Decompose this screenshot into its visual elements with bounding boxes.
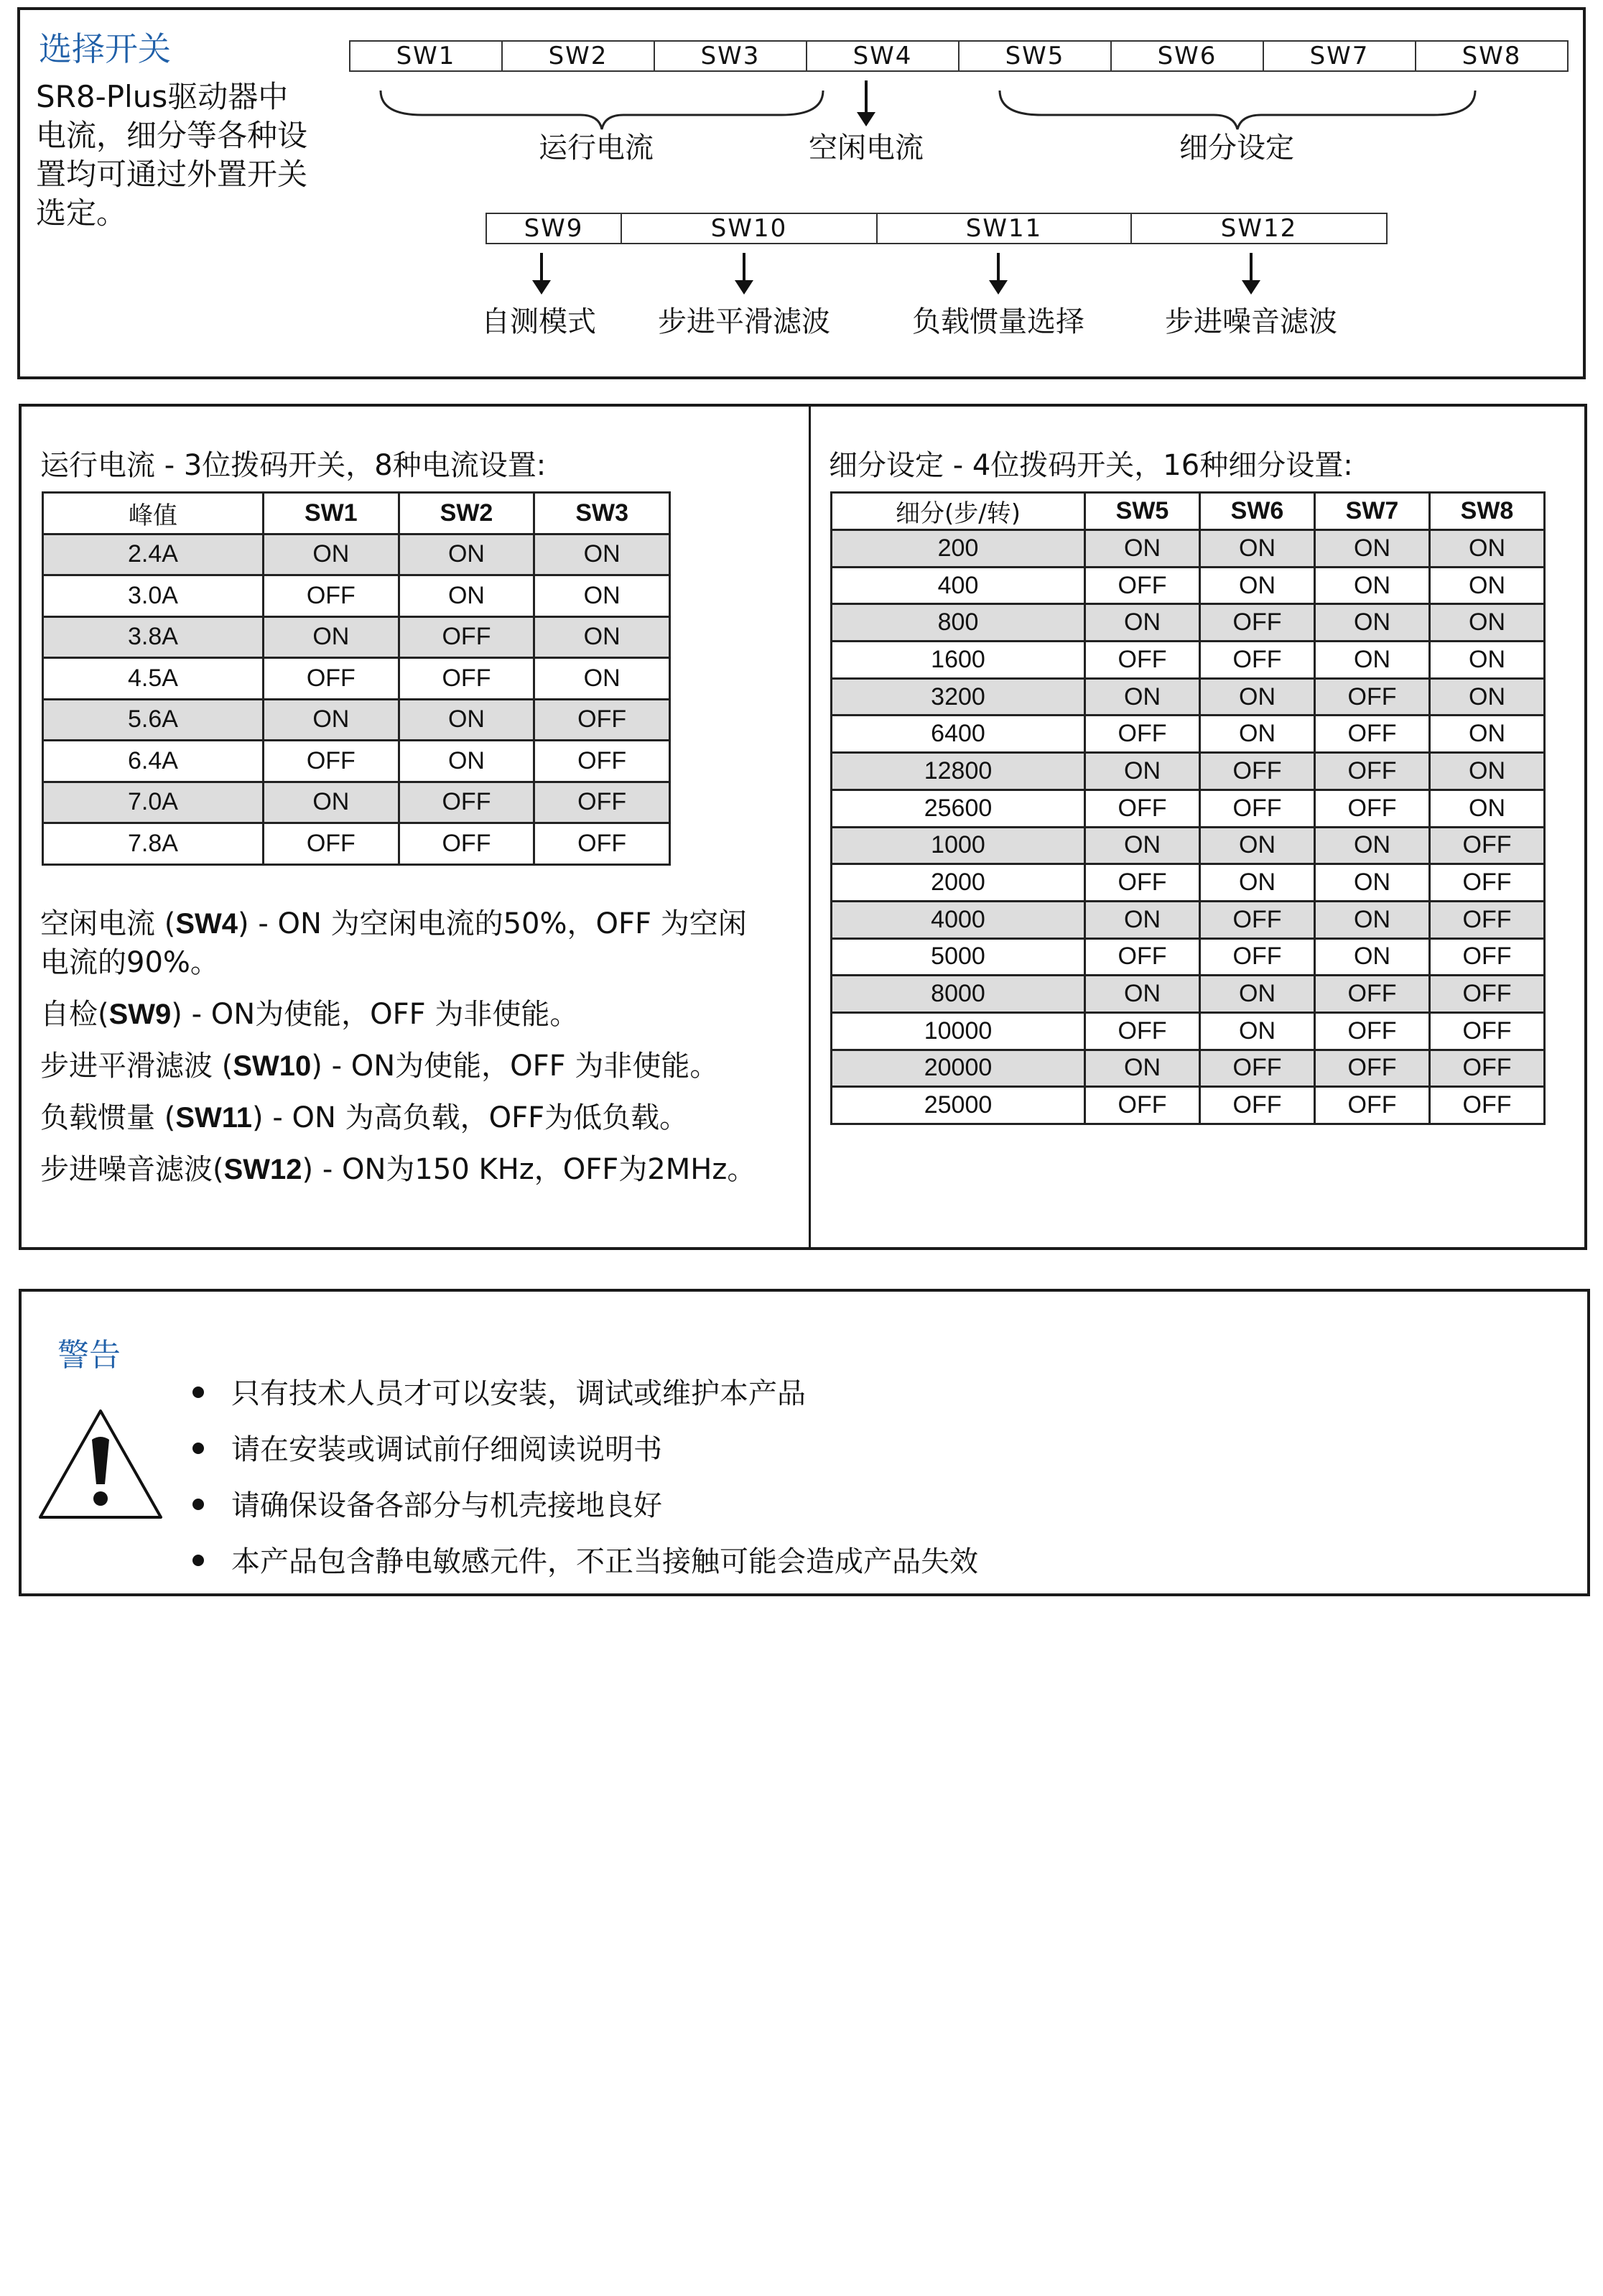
intro-text: SR8-Plus驱动器中电流，细分等各种设置均可通过外置开关选定。 <box>36 79 308 231</box>
table-row <box>832 1012 1545 1050</box>
switch-row-2 <box>485 213 1388 244</box>
cell: ON <box>534 616 670 658</box>
cell: ON <box>264 782 399 823</box>
cell: OFF <box>399 823 534 865</box>
cell: OFF <box>1200 642 1315 679</box>
cell: OFF <box>1315 1012 1430 1050</box>
cell: ON <box>264 534 399 575</box>
cell: OFF <box>534 699 670 741</box>
note-text: ) - ON 为高负载，OFF为低负载。 <box>252 1101 689 1134</box>
cell: ON <box>1430 604 1545 642</box>
header-sw1: SW1 <box>264 493 399 534</box>
table-row <box>832 1087 1545 1124</box>
cell: ON <box>1315 604 1430 642</box>
switch-cell-sw9: SW9 <box>487 214 622 243</box>
table-row <box>832 901 1545 938</box>
cell: ON <box>1315 642 1430 679</box>
cell: 800 <box>832 604 1085 642</box>
cell: ON <box>1430 678 1545 716</box>
cell: OFF <box>399 616 534 658</box>
cell: OFF <box>1085 864 1200 902</box>
note-text: ) - ON为150 KHz，OFF为2MHz。 <box>302 1153 756 1186</box>
note-switch: SW4 <box>175 908 238 940</box>
cell: 25000 <box>832 1087 1085 1124</box>
cell: ON <box>1085 827 1200 864</box>
warning-item-text: 请在安装或调试前仔细阅读说明书 <box>231 1433 662 1466</box>
cell: ON <box>1315 530 1430 568</box>
cell: OFF <box>1200 753 1315 790</box>
cell: OFF <box>1200 901 1315 938</box>
cell: ON <box>1200 716 1315 753</box>
cell: 5.6A <box>43 699 264 741</box>
cell: OFF <box>1315 976 1430 1013</box>
label-idle-current: 空闲电流 <box>809 131 924 165</box>
cell: OFF <box>1200 604 1315 642</box>
cell: ON <box>534 575 670 617</box>
switch-overview-panel <box>17 7 1586 379</box>
cell: OFF <box>1200 790 1315 827</box>
cell: OFF <box>399 782 534 823</box>
table-row <box>832 604 1545 642</box>
microstep-table <box>830 491 1546 1125</box>
switch-cell-sw4: SW4 <box>807 42 960 70</box>
note-sw4 <box>40 901 747 942</box>
warning-item-text: 只有技术人员才可以安装，调试或维护本产品 <box>231 1377 806 1410</box>
table-row <box>832 678 1545 716</box>
cell: ON <box>264 699 399 741</box>
label-self-test: 自测模式 <box>481 305 596 338</box>
cell: ON <box>1200 530 1315 568</box>
cell: OFF <box>1430 938 1545 976</box>
table-row <box>43 616 670 658</box>
warning-title: 警告 <box>57 1337 121 1374</box>
table-row <box>43 823 670 865</box>
table-row <box>43 658 670 700</box>
cell: ON <box>1085 530 1200 568</box>
cell: OFF <box>1200 1087 1315 1124</box>
cell: OFF <box>534 823 670 865</box>
switch-cell-sw7: SW7 <box>1264 42 1416 70</box>
header-sw6: SW6 <box>1200 493 1315 530</box>
note-sw4-cont <box>40 940 219 981</box>
switch-cell-sw11: SW11 <box>878 214 1132 243</box>
cell: OFF <box>1430 1087 1545 1124</box>
cell: OFF <box>1430 1050 1545 1087</box>
header-sw5: SW5 <box>1085 493 1200 530</box>
note-text: ) - ON为使能，OFF 为非使能。 <box>171 998 579 1031</box>
cell: ON <box>399 575 534 617</box>
warning-triangle-icon <box>36 1407 165 1523</box>
arrow-sw4 <box>865 80 868 114</box>
table-row <box>832 790 1545 827</box>
table-row <box>832 827 1545 864</box>
cell: ON <box>534 658 670 700</box>
microstep-table-title: 细分设定 - 4位拨码开关，16种细分设置: <box>829 449 1353 482</box>
cell: OFF <box>1430 1012 1545 1050</box>
switch-cell-sw10: SW10 <box>622 214 878 243</box>
cell: OFF <box>1430 976 1545 1013</box>
cell: 3.8A <box>43 616 264 658</box>
cell: ON <box>1085 753 1200 790</box>
section-title: 选择开关 <box>39 29 171 68</box>
switch-cell-sw8: SW8 <box>1462 42 1522 70</box>
table-row <box>43 575 670 617</box>
label-noise-filter: 步进噪音滤波 <box>1165 305 1337 338</box>
switch-cell-sw1: SW1 <box>350 42 503 70</box>
cell: 10000 <box>832 1012 1085 1050</box>
cell: ON <box>1315 938 1430 976</box>
cell: 12800 <box>832 753 1085 790</box>
table-row <box>832 753 1545 790</box>
cell: ON <box>1430 530 1545 568</box>
note-text: 步进噪音滤波( <box>40 1153 224 1186</box>
cell: ON <box>1085 901 1200 938</box>
table-row <box>832 976 1545 1013</box>
table-row <box>43 782 670 823</box>
note-sw11 <box>40 1095 688 1136</box>
warning-item <box>192 1539 978 1580</box>
note-switch: SW9 <box>108 999 172 1030</box>
cell: OFF <box>1200 1050 1315 1087</box>
label-load-inertia: 负载惯量选择 <box>912 305 1084 338</box>
switch-row-1 <box>349 40 1569 72</box>
switch-cell-sw2: SW2 <box>503 42 655 70</box>
table-header-row <box>43 493 670 534</box>
warning-item-text: 请确保设备各部分与机壳接地良好 <box>231 1489 662 1522</box>
cell: OFF <box>1315 753 1430 790</box>
cell: ON <box>1085 1050 1200 1087</box>
cell: OFF <box>534 782 670 823</box>
cell: 6400 <box>832 716 1085 753</box>
cell: OFF <box>1085 1012 1200 1050</box>
cell: ON <box>1430 753 1545 790</box>
cell: ON <box>399 534 534 575</box>
cell: ON <box>399 699 534 741</box>
note-text: 空闲电流 ( <box>40 907 176 940</box>
switch-cell-sw5: SW5 <box>960 42 1112 70</box>
switch-cell-sw12: SW12 <box>1220 214 1298 243</box>
arrow-sw10 <box>743 253 745 282</box>
cell: OFF <box>1315 1050 1430 1087</box>
current-table <box>42 491 671 866</box>
note-sw10 <box>40 1043 718 1084</box>
cell: 1000 <box>832 827 1085 864</box>
note-switch: SW12 <box>223 1154 302 1185</box>
cell: OFF <box>1085 642 1200 679</box>
cell: 400 <box>832 567 1085 604</box>
label-step-smoothing: 步进平滑滤波 <box>658 305 830 338</box>
cell: 3200 <box>832 678 1085 716</box>
cell: OFF <box>534 741 670 782</box>
note-switch: SW10 <box>233 1050 312 1082</box>
cell: 8000 <box>832 976 1085 1013</box>
cell: OFF <box>1085 716 1200 753</box>
switch-cell-sw3: SW3 <box>655 42 807 70</box>
cell: ON <box>1085 678 1200 716</box>
cell: ON <box>1200 827 1315 864</box>
table-row <box>43 699 670 741</box>
cell: ON <box>1200 567 1315 604</box>
cell: OFF <box>1430 827 1545 864</box>
arrow-sw11 <box>997 253 1000 282</box>
cell: ON <box>399 741 534 782</box>
cell: ON <box>1315 901 1430 938</box>
arrow-sw9 <box>540 253 543 282</box>
warning-item-text: 本产品包含静电敏感元件，不正当接触可能会造成产品失效 <box>231 1545 978 1578</box>
cell: 2000 <box>832 864 1085 902</box>
table-row <box>832 567 1545 604</box>
table-row <box>43 534 670 575</box>
cell: ON <box>1315 567 1430 604</box>
switch-cell-sw6: SW6 <box>1112 42 1264 70</box>
cell: OFF <box>1430 901 1545 938</box>
label-microstep: 细分设定 <box>1179 131 1294 165</box>
cell: 4000 <box>832 901 1085 938</box>
note-text: 自检( <box>40 998 109 1031</box>
header-sw2: SW2 <box>399 493 534 534</box>
note-switch: SW11 <box>175 1102 253 1134</box>
panel-divider <box>809 407 811 1247</box>
cell: OFF <box>1315 716 1430 753</box>
cell: OFF <box>1200 938 1315 976</box>
cell: OFF <box>399 658 534 700</box>
note-sw9 <box>40 991 578 1032</box>
cell: 7.0A <box>43 782 264 823</box>
header-peak: 峰值 <box>43 493 264 534</box>
cell: OFF <box>1315 1087 1430 1124</box>
note-sw12 <box>40 1147 756 1188</box>
warning-item <box>192 1483 662 1524</box>
table-header-row <box>832 493 1545 530</box>
note-text: 电流的90%。 <box>40 946 219 979</box>
cell: OFF <box>1085 567 1200 604</box>
table-row <box>832 938 1545 976</box>
cell: 200 <box>832 530 1085 568</box>
note-text: ) - ON 为空闲电流的50%，OFF 为空闲 <box>238 907 747 940</box>
cell: ON <box>1085 976 1200 1013</box>
cell: OFF <box>264 823 399 865</box>
cell: ON <box>1085 604 1200 642</box>
warning-item <box>192 1427 662 1468</box>
header-sw3: SW3 <box>534 493 670 534</box>
cell: 4.5A <box>43 658 264 700</box>
table-row <box>43 741 670 782</box>
cell: ON <box>1315 827 1430 864</box>
table-row <box>832 642 1545 679</box>
warning-item <box>192 1371 806 1412</box>
table-row <box>832 1050 1545 1087</box>
cell: 25600 <box>832 790 1085 827</box>
note-text: 步进平滑滤波 ( <box>40 1050 233 1083</box>
cell: 2.4A <box>43 534 264 575</box>
cell: ON <box>534 534 670 575</box>
cell: ON <box>1315 864 1430 902</box>
cell: OFF <box>1085 790 1200 827</box>
note-text: ) - ON为使能，OFF 为非使能。 <box>311 1050 719 1083</box>
header-sw8: SW8 <box>1430 493 1545 530</box>
cell: ON <box>1200 864 1315 902</box>
note-text: 负载惯量 ( <box>40 1101 176 1134</box>
cell: 5000 <box>832 938 1085 976</box>
cell: ON <box>264 616 399 658</box>
current-table-title: 运行电流 - 3位拨码开关，8种电流设置: <box>40 449 547 482</box>
cell: ON <box>1200 976 1315 1013</box>
cell: 7.8A <box>43 823 264 865</box>
cell: ON <box>1200 1012 1315 1050</box>
cell: OFF <box>264 658 399 700</box>
arrow-sw12 <box>1250 253 1253 282</box>
cell: OFF <box>264 575 399 617</box>
cell: OFF <box>1085 938 1200 976</box>
cell: ON <box>1430 567 1545 604</box>
cell: OFF <box>264 741 399 782</box>
header-sw7: SW7 <box>1315 493 1430 530</box>
cell: ON <box>1430 716 1545 753</box>
cell: ON <box>1200 678 1315 716</box>
header-microstep: 细分(步/转) <box>832 493 1085 530</box>
cell: 1600 <box>832 642 1085 679</box>
cell: 3.0A <box>43 575 264 617</box>
cell: ON <box>1430 642 1545 679</box>
cell: 20000 <box>832 1050 1085 1087</box>
table-row <box>832 530 1545 568</box>
cell: 6.4A <box>43 741 264 782</box>
warning-panel <box>19 1289 1590 1596</box>
table-row <box>832 864 1545 902</box>
cell: OFF <box>1315 790 1430 827</box>
cell: OFF <box>1430 864 1545 902</box>
cell: ON <box>1430 790 1545 827</box>
cell: OFF <box>1315 678 1430 716</box>
table-row <box>832 716 1545 753</box>
cell: OFF <box>1085 1087 1200 1124</box>
label-run-current: 运行电流 <box>539 131 654 165</box>
settings-tables-panel <box>19 404 1587 1250</box>
